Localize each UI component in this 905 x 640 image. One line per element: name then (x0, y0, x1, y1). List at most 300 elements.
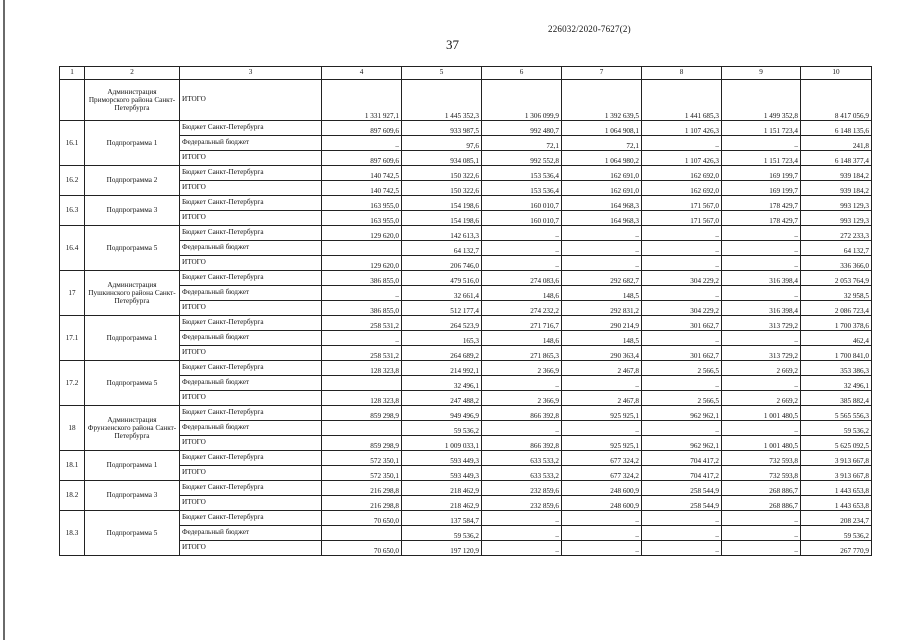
value-cell: – (722, 226, 801, 241)
value-cell: 386 855,0 (322, 301, 402, 316)
value-cell: 593 449,3 (402, 466, 482, 481)
value-cell: 154 198,6 (402, 196, 482, 211)
value-cell: 163 955,0 (322, 211, 402, 226)
value-cell: 925 925,1 (562, 436, 642, 451)
value-cell: – (562, 421, 642, 436)
column-number: 7 (562, 67, 642, 80)
value-cell: 206 746,0 (402, 256, 482, 271)
value-cell: 704 417,2 (642, 466, 722, 481)
value-cell: 162 692,0 (642, 166, 722, 181)
value-cell: – (482, 421, 562, 436)
value-cell: 128 323,8 (322, 391, 402, 406)
value-cell: 137 584,7 (402, 511, 482, 526)
funding-source: Бюджет Санкт-Петербурга (180, 481, 322, 496)
funding-source: Федеральный бюджет (180, 241, 322, 256)
row-code: 18 (60, 406, 85, 451)
value-cell: 732 593,8 (722, 451, 801, 466)
value-cell: – (562, 526, 642, 541)
value-cell: 214 992,1 (402, 361, 482, 376)
value-cell: 169 199,7 (722, 166, 801, 181)
total-cell: 993 129,3 (801, 196, 872, 211)
total-cell: 939 184,2 (801, 166, 872, 181)
value-cell: 949 496,9 (402, 406, 482, 421)
table-row (60, 241, 872, 256)
value-cell: – (322, 331, 402, 346)
value-cell: 148,6 (482, 331, 562, 346)
page-number: 37 (446, 37, 459, 52)
value-cell: 1 064 980,2 (562, 151, 642, 166)
table-row (60, 436, 872, 451)
value-cell: – (482, 526, 562, 541)
funding-source: Федеральный бюджет (180, 421, 322, 436)
value-cell: – (722, 511, 801, 526)
value-cell: – (482, 226, 562, 241)
column-number: 8 (642, 67, 722, 80)
value-cell: – (562, 511, 642, 526)
value-cell: 140 742,5 (322, 181, 402, 196)
value-cell: 304 229,2 (642, 271, 722, 286)
funding-source: ИТОГО (180, 256, 322, 271)
table-row (60, 376, 872, 391)
total-cell: 64 132,7 (801, 241, 872, 256)
value-cell: 264 523,9 (402, 316, 482, 331)
column-number: 1 (60, 67, 85, 80)
total-cell: 336 366,0 (801, 256, 872, 271)
value-cell: – (722, 136, 801, 151)
value-cell: 178 429,7 (722, 196, 801, 211)
funding-source: Федеральный бюджет (180, 331, 322, 346)
value-cell: 268 886,7 (722, 481, 801, 496)
table-row (60, 196, 872, 211)
value-cell: 1 001 480,5 (722, 406, 801, 421)
value-cell: – (722, 526, 801, 541)
funding-source: ИТОГО (180, 181, 322, 196)
table-row (60, 331, 872, 346)
value-cell (322, 421, 402, 436)
funding-source: Бюджет Санкт-Петербурга (180, 361, 322, 376)
value-cell: 677 324,2 (562, 466, 642, 481)
value-cell: 1 151 723,4 (722, 121, 801, 136)
funding-source: ИТОГО (180, 80, 322, 121)
table-row (60, 526, 872, 541)
funding-source: ИТОГО (180, 541, 322, 556)
value-cell: 292 831,2 (562, 301, 642, 316)
value-cell: 859 298,9 (322, 436, 402, 451)
value-cell: 232 859,6 (482, 481, 562, 496)
value-cell: 1 009 033,1 (402, 436, 482, 451)
value-cell: 140 742,5 (322, 166, 402, 181)
value-cell: 248 600,9 (562, 481, 642, 496)
value-cell: – (722, 541, 801, 556)
table-row (60, 211, 872, 226)
value-cell: 274 083,6 (482, 271, 562, 286)
value-cell: 897 609,6 (322, 151, 402, 166)
value-cell: 154 198,6 (402, 211, 482, 226)
value-cell: 59 536,2 (402, 421, 482, 436)
funding-source: Бюджет Санкт-Петербурга (180, 166, 322, 181)
value-cell: 70 650,0 (322, 541, 402, 556)
column-number-row (60, 67, 872, 80)
value-cell: 677 324,2 (562, 451, 642, 466)
value-cell: 313 729,2 (722, 316, 801, 331)
funding-source: ИТОГО (180, 301, 322, 316)
value-cell: – (722, 331, 801, 346)
table-row (60, 541, 872, 556)
total-cell: 3 913 667,8 (801, 451, 872, 466)
value-cell: 268 886,7 (722, 496, 801, 511)
row-code: 17 (60, 271, 85, 316)
row-code: 16.4 (60, 226, 85, 271)
value-cell: 164 968,3 (562, 211, 642, 226)
value-cell: 1 107 426,3 (642, 121, 722, 136)
row-code: 16.1 (60, 121, 85, 166)
table-row (60, 301, 872, 316)
value-cell: – (642, 511, 722, 526)
value-cell: – (562, 226, 642, 241)
table-row (60, 481, 872, 496)
column-number: 3 (180, 67, 322, 80)
value-cell: 150 322,6 (402, 166, 482, 181)
row-name: Администрация Фрунзенского района Санкт-Петербурга (85, 406, 180, 451)
value-cell: 171 567,0 (642, 211, 722, 226)
value-cell: 258 531,2 (322, 316, 402, 331)
value-cell: – (642, 136, 722, 151)
value-cell: 316 398,4 (722, 301, 801, 316)
funding-source: ИТОГО (180, 496, 322, 511)
value-cell: 290 214,9 (562, 316, 642, 331)
column-number: 6 (482, 67, 562, 80)
total-cell: 8 417 056,9 (801, 80, 872, 121)
total-cell: 59 536,2 (801, 526, 872, 541)
total-cell: 6 148 135,6 (801, 121, 872, 136)
value-cell: 934 085,1 (402, 151, 482, 166)
value-cell: 2 366,9 (482, 391, 562, 406)
row-name: Подпрограмма 5 (85, 361, 180, 406)
row-code: 17.1 (60, 316, 85, 361)
total-cell: 3 913 667,8 (801, 466, 872, 481)
value-cell: 64 132,7 (402, 241, 482, 256)
row-name: Администрация Приморского района Санкт-Петербурга (85, 80, 180, 121)
total-cell: 1 443 653,8 (801, 496, 872, 511)
value-cell: 59 536,2 (402, 526, 482, 541)
funding-source: ИТОГО (180, 151, 322, 166)
value-cell: 129 620,0 (322, 226, 402, 241)
value-cell: 153 536,4 (482, 181, 562, 196)
table-row (60, 136, 872, 151)
value-cell: 1 151 723,4 (722, 151, 801, 166)
value-cell: – (722, 421, 801, 436)
row-code: 16.3 (60, 196, 85, 226)
budget-table (59, 66, 872, 556)
total-cell: 5 625 092,5 (801, 436, 872, 451)
value-cell: 271 865,3 (482, 346, 562, 361)
table-row (60, 346, 872, 361)
total-cell: 5 565 556,3 (801, 406, 872, 421)
value-cell: – (642, 526, 722, 541)
value-cell: 1 001 480,5 (722, 436, 801, 451)
total-cell: 1 700 378,6 (801, 316, 872, 331)
value-cell: 593 449,3 (402, 451, 482, 466)
total-cell: 267 770,9 (801, 541, 872, 556)
total-cell: 1 443 653,8 (801, 481, 872, 496)
row-code: 18.3 (60, 511, 85, 556)
total-cell: 6 148 377,4 (801, 151, 872, 166)
value-cell: 933 987,5 (402, 121, 482, 136)
value-cell: 301 662,7 (642, 316, 722, 331)
row-name: Администрация Пушкинского района Санкт-Петербурга (85, 271, 180, 316)
value-cell: – (642, 241, 722, 256)
table-row (60, 466, 872, 481)
total-cell: 59 536,2 (801, 421, 872, 436)
funding-source: ИТОГО (180, 346, 322, 361)
row-code: 18.1 (60, 451, 85, 481)
value-cell: – (322, 136, 402, 151)
value-cell: 153 536,4 (482, 166, 562, 181)
table-row (60, 181, 872, 196)
total-cell: 2 053 764,9 (801, 271, 872, 286)
value-cell: 258 531,2 (322, 346, 402, 361)
funding-source: ИТОГО (180, 436, 322, 451)
value-cell: – (482, 541, 562, 556)
value-cell: 160 010,7 (482, 211, 562, 226)
value-cell: 129 620,0 (322, 256, 402, 271)
value-cell: – (482, 511, 562, 526)
row-name: Подпрограмма 1 (85, 316, 180, 361)
table-row (60, 511, 872, 526)
value-cell: 633 533,2 (482, 451, 562, 466)
value-cell: 162 691,0 (562, 166, 642, 181)
table-row (60, 286, 872, 301)
total-cell: 993 129,3 (801, 211, 872, 226)
value-cell: 274 232,2 (482, 301, 562, 316)
value-cell: 2 467,8 (562, 361, 642, 376)
value-cell: 2 566,5 (642, 391, 722, 406)
table-row (60, 256, 872, 271)
value-cell: 732 593,8 (722, 466, 801, 481)
table-row (60, 496, 872, 511)
funding-source: Бюджет Санкт-Петербурга (180, 121, 322, 136)
value-cell: 2 669,2 (722, 391, 801, 406)
value-cell: 2 366,9 (482, 361, 562, 376)
total-cell: 32 958,5 (801, 286, 872, 301)
table-row (60, 421, 872, 436)
value-cell: – (562, 541, 642, 556)
row-name: Подпрограмма 1 (85, 121, 180, 166)
value-cell: 142 613,3 (402, 226, 482, 241)
funding-source: Бюджет Санкт-Петербурга (180, 406, 322, 421)
total-cell: 32 496,1 (801, 376, 872, 391)
value-cell: – (722, 241, 801, 256)
value-cell: 866 392,8 (482, 436, 562, 451)
total-cell: 2 086 723,4 (801, 301, 872, 316)
value-cell: 216 298,8 (322, 481, 402, 496)
value-cell: 258 544,9 (642, 496, 722, 511)
value-cell: 148,5 (562, 286, 642, 301)
funding-source: Бюджет Санкт-Петербурга (180, 196, 322, 211)
value-cell: 148,5 (562, 331, 642, 346)
value-cell: 316 398,4 (722, 271, 801, 286)
funding-source: Бюджет Санкт-Петербурга (180, 511, 322, 526)
value-cell: 128 323,8 (322, 361, 402, 376)
row-name: Подпрограмма 3 (85, 196, 180, 226)
value-cell: – (642, 286, 722, 301)
value-cell: – (642, 376, 722, 391)
value-cell: – (322, 286, 402, 301)
value-cell: – (562, 376, 642, 391)
column-number: 5 (402, 67, 482, 80)
funding-source: Бюджет Санкт-Петербурга (180, 451, 322, 466)
value-cell: 218 462,9 (402, 496, 482, 511)
value-cell: – (642, 541, 722, 556)
value-cell: 962 962,1 (642, 406, 722, 421)
total-cell: 939 184,2 (801, 181, 872, 196)
value-cell: 264 689,2 (402, 346, 482, 361)
table-row (60, 121, 872, 136)
value-cell: 2 467,8 (562, 391, 642, 406)
table-row (60, 361, 872, 376)
table-row (60, 226, 872, 241)
funding-source: ИТОГО (180, 391, 322, 406)
value-cell: 248 600,9 (562, 496, 642, 511)
value-cell: 70 650,0 (322, 511, 402, 526)
value-cell: 2 566,5 (642, 361, 722, 376)
value-cell: 572 350,1 (322, 451, 402, 466)
value-cell: 169 199,7 (722, 181, 801, 196)
value-cell: 292 682,7 (562, 271, 642, 286)
value-cell (322, 526, 402, 541)
value-cell: 164 968,3 (562, 196, 642, 211)
row-code: 16.2 (60, 166, 85, 196)
value-cell: – (642, 421, 722, 436)
value-cell: 1 441 685,3 (642, 80, 722, 121)
value-cell: 162 692,0 (642, 181, 722, 196)
value-cell: 165,3 (402, 331, 482, 346)
value-cell: 218 462,9 (402, 481, 482, 496)
value-cell: 2 669,2 (722, 361, 801, 376)
table-row (60, 80, 872, 121)
value-cell: 992 552,8 (482, 151, 562, 166)
value-cell: 258 544,9 (642, 481, 722, 496)
value-cell: 163 955,0 (322, 196, 402, 211)
value-cell: 148,6 (482, 286, 562, 301)
value-cell: 897 609,6 (322, 121, 402, 136)
value-cell: 72,1 (562, 136, 642, 151)
value-cell: 162 691,0 (562, 181, 642, 196)
value-cell: 304 229,2 (642, 301, 722, 316)
value-cell: – (562, 256, 642, 271)
total-cell: 353 386,3 (801, 361, 872, 376)
value-cell: 160 010,7 (482, 196, 562, 211)
scan-edge (3, 0, 5, 640)
value-cell: – (482, 256, 562, 271)
value-cell: 479 516,0 (402, 271, 482, 286)
row-name: Подпрограмма 5 (85, 511, 180, 556)
value-cell: – (562, 241, 642, 256)
column-number: 4 (322, 67, 402, 80)
total-cell: 385 882,4 (801, 391, 872, 406)
table-row (60, 271, 872, 286)
funding-source: Бюджет Санкт-Петербурга (180, 316, 322, 331)
funding-source: Федеральный бюджет (180, 376, 322, 391)
row-name: Подпрограмма 3 (85, 481, 180, 511)
value-cell: – (642, 226, 722, 241)
funding-source: Федеральный бюджет (180, 136, 322, 151)
value-cell: 1 107 426,3 (642, 151, 722, 166)
value-cell: – (642, 331, 722, 346)
table-row (60, 391, 872, 406)
funding-source: Федеральный бюджет (180, 286, 322, 301)
row-code: 17.2 (60, 361, 85, 406)
value-cell (322, 241, 402, 256)
value-cell: – (482, 376, 562, 391)
value-cell: 866 392,8 (482, 406, 562, 421)
funding-source: ИТОГО (180, 466, 322, 481)
value-cell: 32 496,1 (402, 376, 482, 391)
value-cell: 1 445 352,3 (402, 80, 482, 121)
table-row (60, 406, 872, 421)
row-name: Подпрограмма 2 (85, 166, 180, 196)
value-cell: 72,1 (482, 136, 562, 151)
value-cell: 97,6 (402, 136, 482, 151)
funding-source: ИТОГО (180, 211, 322, 226)
row-name: Подпрограмма 1 (85, 451, 180, 481)
value-cell: 32 661,4 (402, 286, 482, 301)
value-cell: 704 417,2 (642, 451, 722, 466)
value-cell: 859 298,9 (322, 406, 402, 421)
value-cell: 572 350,1 (322, 466, 402, 481)
row-name: Подпрограмма 5 (85, 226, 180, 271)
funding-source: Бюджет Санкт-Петербурга (180, 226, 322, 241)
value-cell (322, 376, 402, 391)
column-number: 10 (801, 67, 872, 80)
value-cell: – (722, 376, 801, 391)
value-cell: 1 331 927,1 (322, 80, 402, 121)
value-cell: 925 925,1 (562, 406, 642, 421)
value-cell: 313 729,2 (722, 346, 801, 361)
value-cell: 992 480,7 (482, 121, 562, 136)
value-cell: – (642, 256, 722, 271)
value-cell: 171 567,0 (642, 196, 722, 211)
column-number: 9 (722, 67, 801, 80)
row-code: 18.2 (60, 481, 85, 511)
table-body (60, 80, 872, 556)
value-cell: 962 962,1 (642, 436, 722, 451)
value-cell: 232 859,6 (482, 496, 562, 511)
table-row (60, 151, 872, 166)
value-cell: – (482, 241, 562, 256)
value-cell: 178 429,7 (722, 211, 801, 226)
total-cell: 241,8 (801, 136, 872, 151)
value-cell: 150 322,6 (402, 181, 482, 196)
value-cell: 290 363,4 (562, 346, 642, 361)
total-cell: 1 700 841,0 (801, 346, 872, 361)
value-cell: 1 064 908,1 (562, 121, 642, 136)
value-cell: 386 855,0 (322, 271, 402, 286)
value-cell: 271 716,7 (482, 316, 562, 331)
document-number: 226032/2020-7627(2) (548, 24, 631, 34)
total-cell: 272 233,3 (801, 226, 872, 241)
table-row (60, 451, 872, 466)
value-cell: 1 306 099,9 (482, 80, 562, 121)
value-cell: 247 488,2 (402, 391, 482, 406)
funding-source: Бюджет Санкт-Петербурга (180, 271, 322, 286)
value-cell: 1 499 352,8 (722, 80, 801, 121)
row-code (60, 80, 85, 121)
value-cell: 512 177,4 (402, 301, 482, 316)
value-cell: 1 392 639,5 (562, 80, 642, 121)
table-row (60, 316, 872, 331)
total-cell: 208 234,7 (801, 511, 872, 526)
